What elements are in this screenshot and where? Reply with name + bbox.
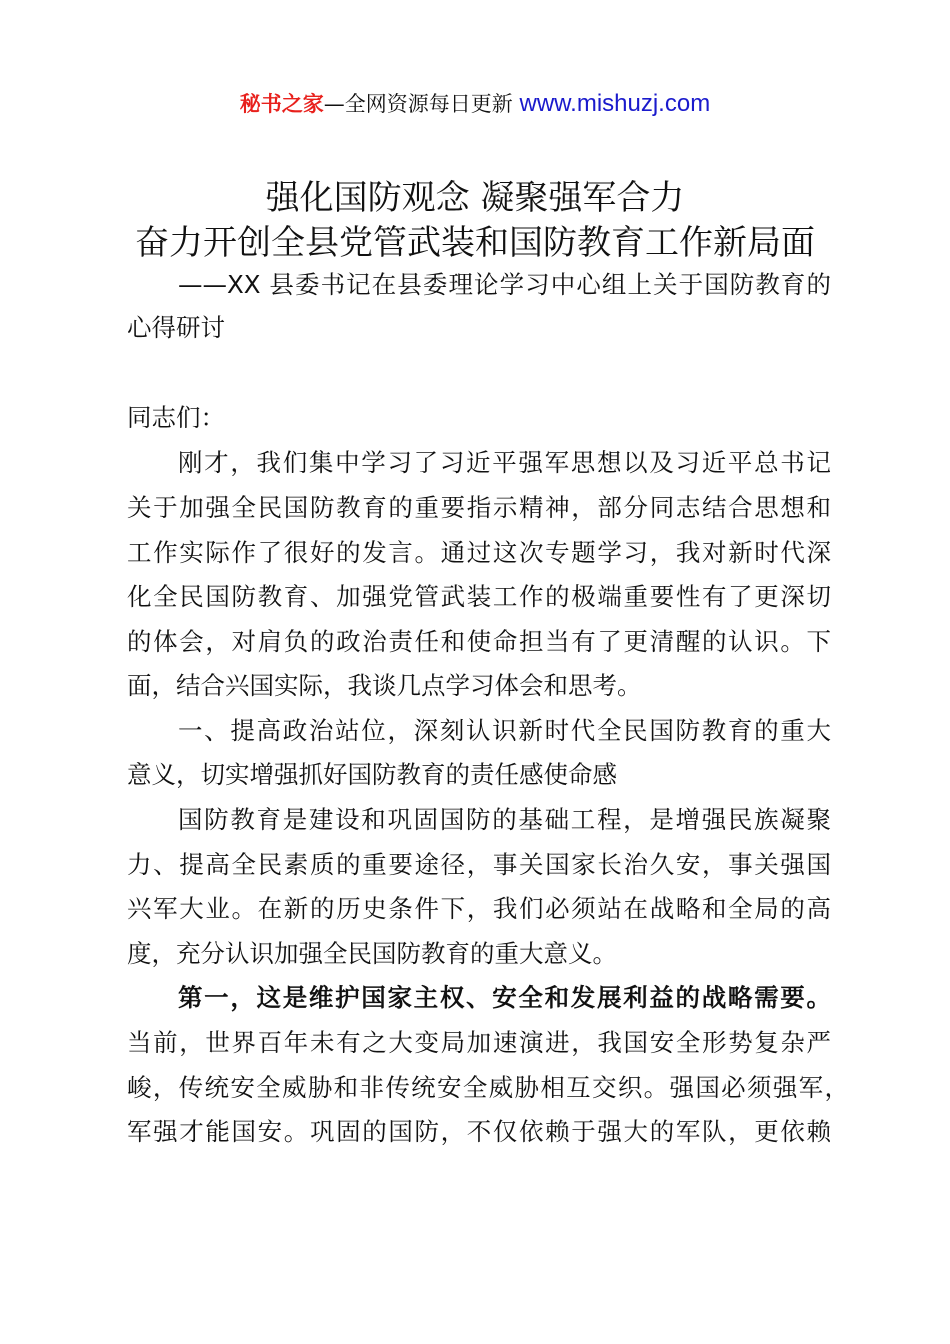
paragraph-line: 的体会，对肩负的政治责任和使命担当有了更清醒的认识。下	[127, 627, 831, 656]
paragraph-line: 度，充分认识加强全民国防教育的重大意义。	[127, 939, 617, 968]
brand-name: 秘书之家	[239, 92, 324, 116]
bold-point-heading: 第一，这是维护国家主权、安全和发展利益的战略需要。	[178, 983, 831, 1012]
subtitle-line-2: 心得研讨	[127, 313, 225, 342]
document-title-line-1: 强化国防观念 凝聚强军合力	[265, 178, 685, 218]
paragraph-line: 面，结合兴国实际，我谈几点学习体会和思考。	[127, 671, 642, 700]
paragraph-line: 军强才能国安。巩固的国防，不仅依赖于强大的军队，更依赖	[127, 1117, 831, 1146]
salutation: 同志们：	[127, 403, 225, 432]
header-tagline: —全网资源每日更新	[323, 92, 513, 116]
document-title-line-2: 奋力开创全县党管武装和国防教育工作新局面	[135, 223, 815, 263]
paragraph-line: 工作实际作了很好的发言。通过这次专题学习，我对新时代深	[127, 538, 831, 567]
paragraph-line: 化全民国防教育、加强党管武装工作的极端重要性有了更深切	[127, 582, 831, 611]
paragraph-line: 兴军大业。在新的历史条件下，我们必须站在战略和全局的高	[127, 894, 831, 923]
site-url-link[interactable]: www.mishuzj.com	[519, 90, 711, 117]
subtitle-line-1: ——XX 县委书记在县委理论学习中心组上关于国防教育的	[178, 270, 831, 299]
paragraph-line: 当前，世界百年未有之大变局加速演进，我国安全形势复杂严	[127, 1028, 831, 1057]
paragraph-line: 国防教育是建设和巩固国防的基础工程，是增强民族凝聚	[178, 805, 831, 834]
section-heading-line: 一、提高政治站位，深刻认识新时代全民国防教育的重大	[178, 716, 831, 745]
section-heading-line: 意义，切实增强抓好国防教育的责任感使命感	[127, 760, 617, 789]
paragraph-line: 力、提高全民素质的重要途径，事关国家长治久安，事关强国	[127, 850, 831, 879]
paragraph-line: 刚才，我们集中学习了习近平强军思想以及习近平总书记	[178, 448, 831, 477]
paragraph-line: 关于加强全民国防教育的重要指示精神，部分同志结合思想和	[127, 493, 831, 522]
paragraph-line: 峻，传统安全威胁和非传统安全威胁相互交织。强国必须强军，	[127, 1073, 849, 1102]
site-header	[0, 88, 950, 118]
